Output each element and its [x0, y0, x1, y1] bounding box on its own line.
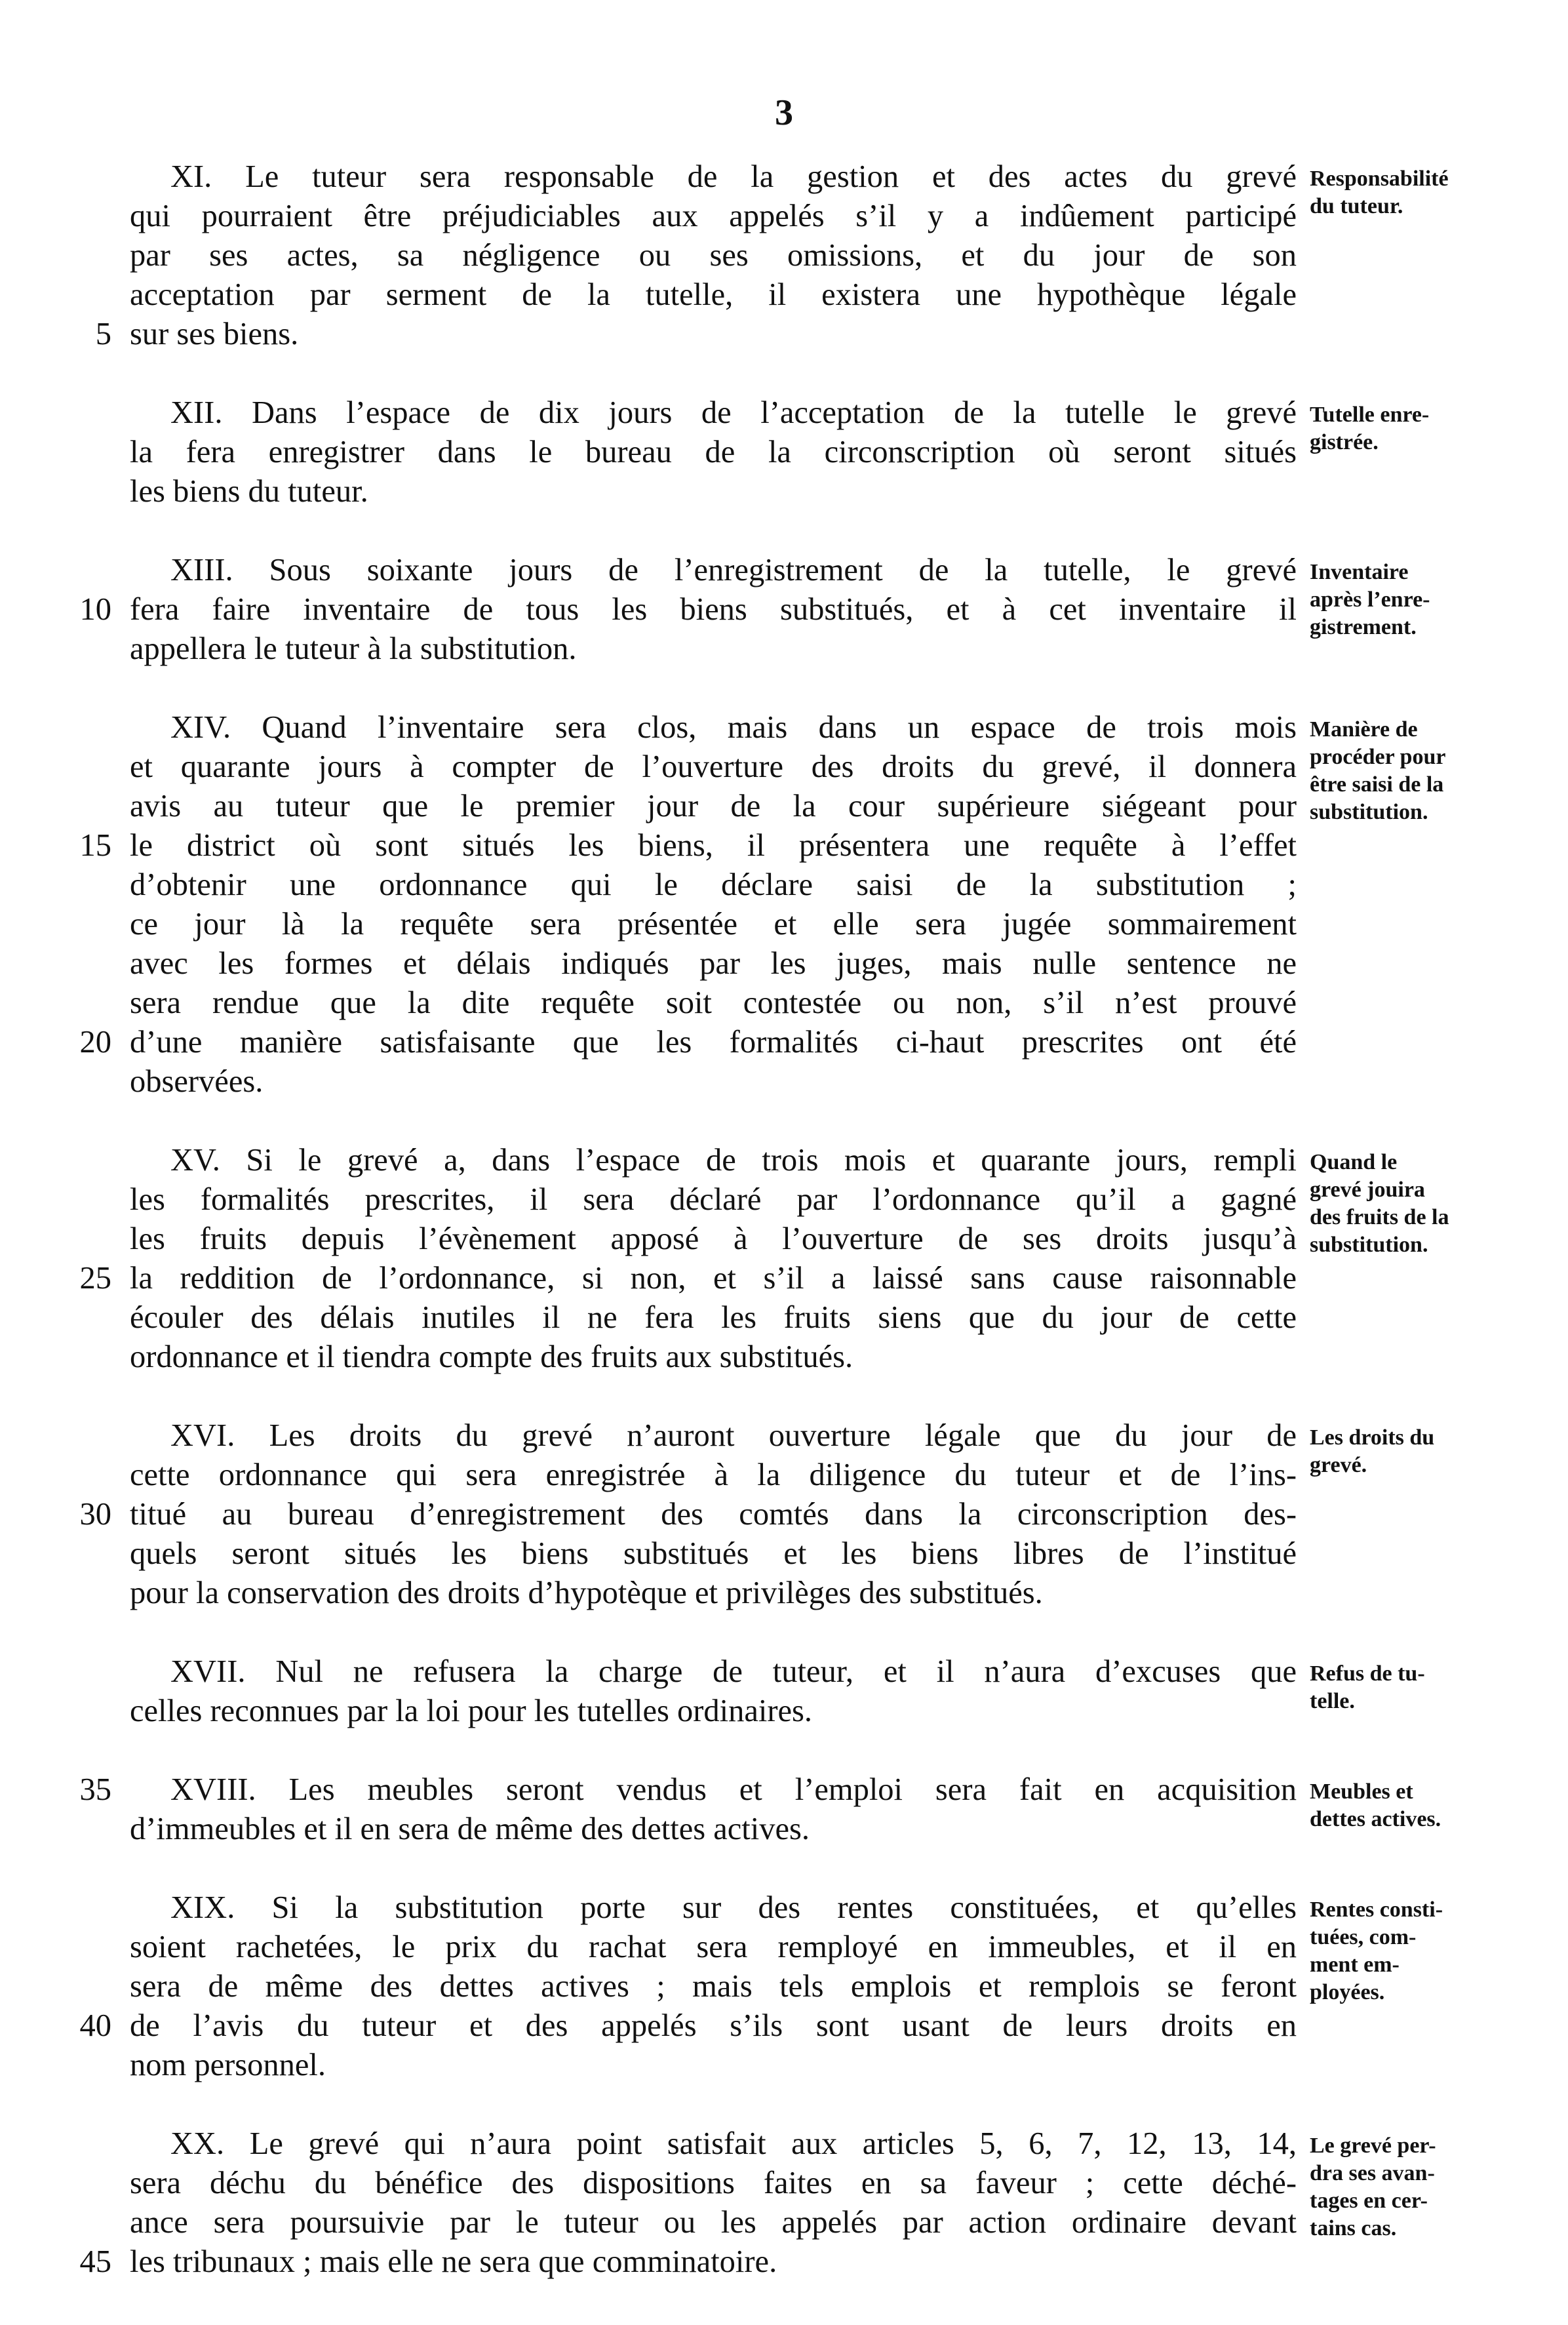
- margin-note: Manière de procéder pour être saisi de la substitution.: [1310, 717, 1446, 824]
- text-line: qui pourraient être préjudiciables aux appelés s’il y a indûement participé: [130, 199, 1297, 233]
- text-line: ance sera poursuivie par le tuteur ou les appelés par action ordinaire devant: [130, 2205, 1297, 2240]
- text-line: sera rendue que la dite requête soit contestée ou non, s’il n’est prouvé: [130, 985, 1297, 1020]
- text-line: XIX. Si la substitution porte sur des rentes constituées, et qu’elles: [170, 1890, 1297, 1925]
- text-line: par ses actes, sa négligence ou ses omissions, et du jour de son: [130, 238, 1297, 273]
- text-line: observées.: [130, 1064, 264, 1099]
- text-line: d’immeubles et il en sera de même des dettes actives.: [130, 1812, 810, 1846]
- text-line: les tribunaux ; mais elle ne sera que comminatoire.: [130, 2244, 777, 2279]
- text-line: sera de même des dettes actives ; mais tels emplois et remplois se feront: [130, 1969, 1297, 2004]
- text-line: ce jour là la requête sera présentée et elle sera jugée sommairement: [130, 907, 1297, 942]
- text-line: sur ses biens.: [130, 317, 299, 351]
- text-line: XVIII. Les meubles seront vendus et l’emploi sera fait en acquisition: [170, 1772, 1297, 1807]
- margin-note: Le grevé per- dra ses avan- tages en cer- tains cas.: [1310, 2134, 1436, 2240]
- margin-note: Responsabilité du tuteur.: [1310, 167, 1449, 218]
- line-number: 40: [79, 2008, 111, 2043]
- text-line: et quarante jours à compter de l’ouverture des droits du grevé, il donnera: [130, 749, 1297, 784]
- margin-note: Rentes consti- tuées, com- ment em- ployées.: [1310, 1898, 1443, 2004]
- margin-note: Tutelle enre- gistrée.: [1310, 403, 1430, 454]
- line-number: 25: [79, 1261, 111, 1296]
- text-line: les fruits depuis l’évènement apposé à l’ouverture de ses droits jusqu’à: [130, 1222, 1297, 1256]
- text-line: de l’avis du tuteur et des appelés s’ils sont usant de leurs droits en: [130, 2008, 1297, 2043]
- margin-note: Inventaire après l’enre- gistrement.: [1310, 560, 1430, 639]
- text-line: sera déchu du bénéfice des dispositions faites en sa faveur ; cette déché-: [130, 2166, 1297, 2200]
- text-line: avis au tuteur que le premier jour de la cour supérieure siégeant pour: [130, 789, 1297, 824]
- text-line: acceptation par serment de la tutelle, il existera une hypothèque légale: [130, 277, 1297, 312]
- line-number: 35: [79, 1772, 111, 1807]
- line-number: 30: [79, 1497, 111, 1532]
- text-line: XVI. Les droits du grevé n’auront ouverture légale que du jour de: [170, 1418, 1297, 1453]
- line-number: 45: [79, 2244, 111, 2279]
- text-line: avec les formes et délais indiqués par les juges, mais nulle sentence ne: [130, 946, 1297, 981]
- text-line: d’une manière satisfaisante que les formalités ci-haut prescrites ont été: [130, 1025, 1297, 1060]
- text-line: fera faire inventaire de tous les biens substitués, et à cet inventaire il: [130, 592, 1297, 627]
- text-line: pour la conservation des droits d’hypotèque et privilèges des substitués.: [130, 1576, 1043, 1610]
- text-line: appellera le tuteur à la substitution.: [130, 631, 577, 666]
- text-line: le district où sont situés les biens, il présentera une requête à l’effet: [130, 828, 1297, 863]
- text-line: cette ordonnance qui sera enregistrée à la diligence du tuteur et de l’ins-: [130, 1458, 1297, 1492]
- page-number: 3: [775, 92, 793, 133]
- text-line: écouler des délais inutiles il ne fera les fruits siens que du jour de cette: [130, 1300, 1297, 1335]
- line-number: 10: [79, 592, 111, 627]
- margin-note: Quand le grevé jouira des fruits de la substitution.: [1310, 1150, 1449, 1257]
- text-line: celles reconnues par la loi pour les tutelles ordinaires.: [130, 1694, 813, 1728]
- text-line: les formalités prescrites, il sera déclaré par l’ordonnance qu’il a gagné: [130, 1182, 1297, 1217]
- line-number: 15: [79, 828, 111, 863]
- text-line: la reddition de l’ordonnance, si non, et s’il a laissé sans cause raisonnable: [130, 1261, 1297, 1296]
- text-line: XI. Le tuteur sera responsable de la gestion et des actes du grevé: [170, 159, 1297, 194]
- text-line: XIV. Quand l’inventaire sera clos, mais dans un espace de trois mois: [170, 710, 1297, 745]
- text-line: ordonnance et il tiendra compte des fruits aux substitués.: [130, 1340, 853, 1374]
- text-line: XIII. Sous soixante jours de l’enregistrement de la tutelle, le grevé: [170, 553, 1297, 587]
- text-line: soient rachetées, le prix du rachat sera remployé en immeubles, et il en: [130, 1930, 1297, 1964]
- text-line: nom personnel.: [130, 2048, 326, 2082]
- line-number: 20: [79, 1025, 111, 1060]
- text-line: d’obtenir une ordonnance qui le déclare saisi de la substitution ;: [130, 867, 1297, 902]
- text-line: XX. Le grevé qui n’aura point satisfait aux articles 5, 6, 7, 12, 13, 14,: [170, 2126, 1297, 2161]
- margin-note: Les droits du grevé.: [1310, 1425, 1435, 1477]
- text-line: la fera enregistrer dans le bureau de la circonscription où seront situés: [130, 435, 1297, 469]
- line-number: 5: [95, 317, 111, 351]
- margin-note: Meubles et dettes actives.: [1310, 1779, 1441, 1831]
- text-line: titué au bureau d’enregistrement des comtés dans la circonscription des-: [130, 1497, 1297, 1532]
- text-line: quels seront situés les biens substitués et les biens libres de l’institué: [130, 1536, 1297, 1571]
- margin-note: Refus de tu- telle.: [1310, 1661, 1425, 1713]
- text-line: XV. Si le grevé a, dans l’espace de trois mois et quarante jours, rempli: [170, 1143, 1297, 1178]
- text-line: XII. Dans l’espace de dix jours de l’acceptation de la tutelle le grevé: [170, 395, 1297, 430]
- text-line: les biens du tuteur.: [130, 474, 368, 509]
- text-line: XVII. Nul ne refusera la charge de tuteur, et il n’aura d’excuses que: [170, 1654, 1297, 1689]
